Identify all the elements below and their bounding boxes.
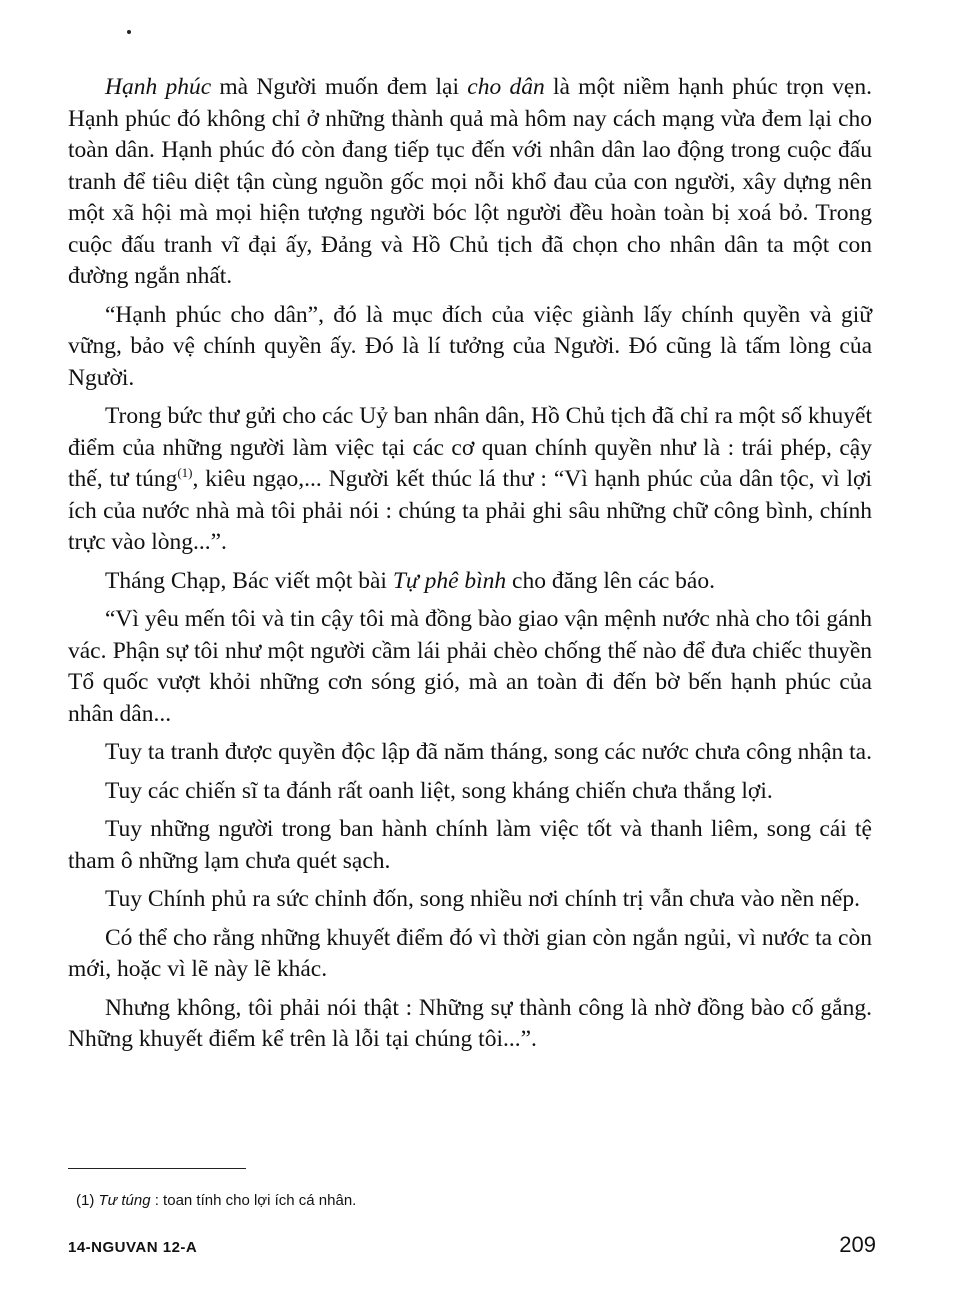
footnote-reference: (1)	[177, 465, 193, 480]
text-run: Tuy Chính phủ ra sức chỉnh đốn, song nhiều nơi chính trị vẫn chưa vào nền nếp.	[105, 886, 860, 912]
body-paragraph	[68, 401, 872, 559]
text-run: Tuy các chiến sĩ ta đánh rất oanh liệt, song kháng chiến chưa thắng lợi.	[105, 777, 773, 804]
text-run: Tuy những người trong ban hành chính làm việc tốt và thanh liêm, song cái tệ tham ô những lạm chưa quét sạch.	[68, 816, 872, 874]
text-run: là một niềm hạnh phúc trọn vẹn. Hạnh phúc đó không chỉ ở những thành quả mà hôm nay cách mạng vừa đem lại cho toàn dân. Hạnh phúc đó còn đang tiếp tục đến với nhân dân lao động trong cuộc đấu tranh để tiêu diệt tận cùng nguồn gốc mọi nỗi khổ đau của con người, xây dựng nên một xã hội mà mọi hiện tượng người bóc lột người đều hoàn toàn bị xoá bỏ. Trong cuộc đấu tranh vĩ đại ấy, Đảng và Hồ Chủ tịch đã chọn cho nhân dân ta một con đường ngắn nhất.	[68, 74, 872, 289]
body-paragraph	[68, 814, 872, 877]
text-run: mà Người muốn đem lại	[211, 74, 468, 100]
text-run: Có thể cho rằng những khuyết điểm đó vì thời gian còn ngắn ngủi, vì nước ta còn mới, hoặc vì lẽ này lẽ khác.	[68, 924, 872, 982]
footnote-separator	[68, 1168, 246, 1169]
text-run: Nhưng không, tôi phải nói thật : Những sự thành công là nhờ đồng bào cố gắng. Những khuyết điểm kể trên là lỗi tại chúng tôi...”.	[68, 994, 872, 1052]
text-run: “Hạnh phúc cho dân”, đó là mục đích của việc giành lấy chính quyền và giữ vững, bảo vệ chính quyền ấy. Đó là lí tưởng của Người. Đó cũng là tấm lòng của Người.	[68, 301, 872, 391]
body-paragraph	[68, 737, 872, 769]
page-number: 209	[839, 1232, 876, 1257]
text-run: Trong bức thư gửi cho các Uỷ ban nhân dân, Hồ Chủ tịch đã chỉ ra một số khuyết điểm của những người làm việc tại các cơ quan chính quyền như là : trái phép, cậy thế, tư túng	[68, 403, 872, 492]
body-paragraph	[68, 300, 872, 395]
body-text	[68, 72, 872, 1063]
body-paragraph	[68, 604, 872, 730]
body-paragraph	[68, 566, 872, 598]
text-run: , kiêu ngạo,... Người kết thúc lá thư : “Vì hạnh phúc của dân tộc, vì lợi ích của nước nhà mà tôi phải nói : chúng ta phải ghi sâu những chữ công bình, chính trực vào lòng...”.	[68, 466, 872, 555]
body-paragraph	[68, 923, 872, 986]
footnote	[76, 1191, 356, 1211]
italic-text: Hạnh phúc	[105, 74, 212, 100]
printer-signature: 14-NGUVAN 12-A	[68, 1239, 198, 1256]
footnote-marker: (1)	[76, 1192, 95, 1209]
italic-text: Tự phê bình	[392, 567, 507, 594]
body-paragraph	[68, 72, 872, 293]
text-run: “Vì yêu mến tôi và tin cậy tôi mà đồng bào giao vận mệnh nước nhà cho tôi gánh vác. Phận sự tôi như một người cầm lái phải chèo chống thế nào để đưa chiếc thuyền Tổ quốc vượt khỏi những cơn sóng gió, mà an toàn đi đến bờ bến hạnh phúc của nhân dân...	[68, 606, 872, 727]
text-run: Tháng Chạp, Bác viết một bài	[105, 567, 393, 594]
text-run: cho đăng lên các báo.	[506, 567, 715, 594]
italic-text: cho dân	[467, 74, 545, 100]
footnote-term: Tư túng	[98, 1192, 151, 1209]
body-paragraph	[68, 884, 872, 916]
print-speck	[127, 30, 131, 34]
footnote-definition: : toan tính cho lợi ích cá nhân.	[154, 1192, 357, 1209]
body-paragraph	[68, 993, 872, 1056]
text-run: Tuy ta tranh được quyền độc lập đã năm tháng, song các nước chưa công nhận ta.	[105, 739, 872, 765]
body-paragraph	[68, 776, 872, 808]
